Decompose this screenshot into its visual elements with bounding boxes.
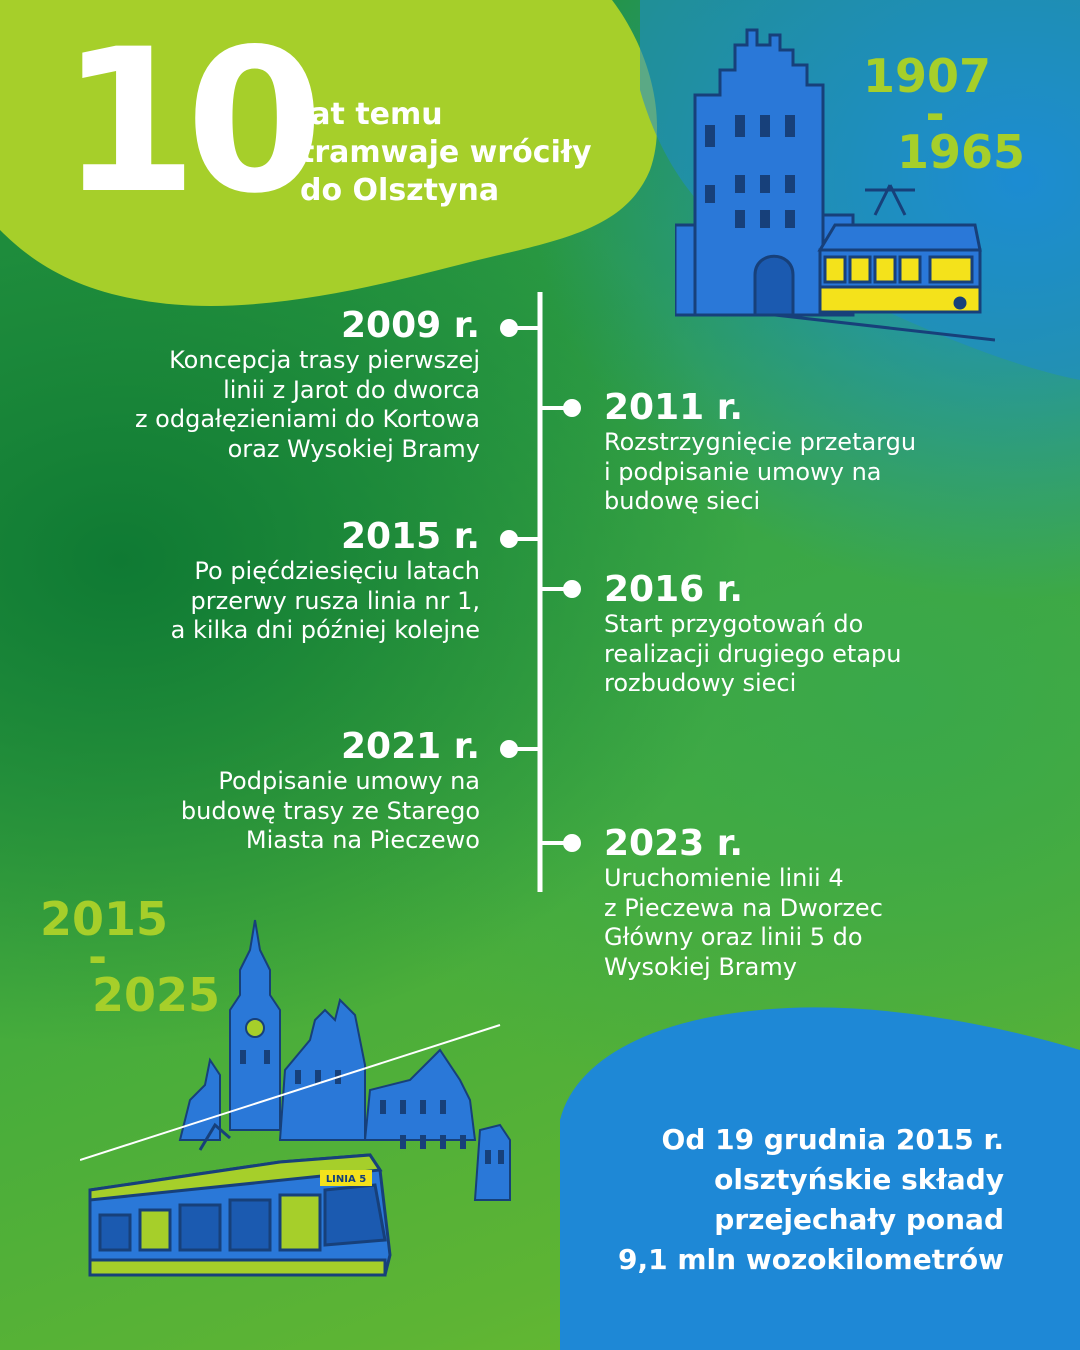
dot-2021 (500, 740, 518, 758)
timeline-entry-2016 (604, 570, 1044, 699)
desc-line: z Pieczewa na Dworzec (604, 893, 883, 922)
timeline-description (40, 346, 480, 464)
footer-line: olsztyńskie składy (714, 1163, 1004, 1196)
desc-line: linii z Jarot do dworca (223, 375, 480, 404)
era-old-end: 1965 (896, 125, 1025, 179)
timeline-entry-2021 (40, 727, 480, 856)
headline-line: tramwaje wróciły (300, 135, 592, 170)
timeline-description (604, 864, 1044, 982)
desc-line: rozbudowy sieci (604, 669, 797, 697)
modern-tram-icon (90, 1125, 390, 1275)
desc-line: budowę sieci (604, 487, 761, 515)
timeline-description (40, 767, 480, 856)
desc-line: Podpisanie umowy na (218, 767, 480, 795)
timeline-entry-2011 (604, 388, 1044, 517)
timeline-year: 2023 r. (604, 823, 744, 864)
era-new-start: 2015 (40, 892, 169, 946)
timeline-year: 2015 r. (340, 516, 480, 557)
timeline-description (604, 610, 1044, 699)
timeline-entry-2023 (604, 824, 1044, 982)
desc-line: Start przygotowań do (604, 610, 864, 638)
desc-line: budowę trasy ze Starego (180, 796, 480, 825)
big-number-ten: 10 (60, 6, 312, 237)
timeline-entry-2015 (40, 517, 480, 646)
timeline-description (40, 557, 480, 646)
dot-2011 (563, 399, 581, 417)
desc-line: Rozstrzygnięcie przetargu (604, 428, 917, 456)
timeline-year: 2009 r. (340, 305, 480, 346)
desc-line: oraz Wysokiej Bramy (227, 434, 480, 463)
tram-destination-sign: LINIA 5 (325, 1174, 367, 1185)
era-old-start: 1907 (863, 49, 992, 103)
town-hall-and-modern-tram-illustration (80, 900, 520, 1300)
dot-2023 (563, 834, 581, 852)
era-new-dash: - (88, 930, 108, 984)
desc-line: Koncepcja trasy pierwszej (169, 346, 480, 374)
desc-line: Uruchomienie linii 4 (604, 864, 844, 892)
desc-line: przerwy rusza linia nr 1, (190, 586, 480, 615)
desc-line: Miasta na Pieczewo (245, 826, 480, 854)
footer-line: przejechały ponad (714, 1203, 1004, 1236)
timeline-year: 2011 r. (604, 387, 744, 428)
desc-line: i podpisanie umowy na (604, 457, 882, 486)
dot-2016 (563, 580, 581, 598)
timeline-year: 2016 r. (604, 569, 744, 610)
era-old-dash: - (925, 87, 945, 141)
desc-line: realizacji drugiego etapu (604, 639, 902, 668)
desc-line: Wysokiej Bramy (604, 952, 797, 981)
footer-line: 9,1 mln wozokilometrów (618, 1243, 1004, 1276)
dot-2009 (500, 319, 518, 337)
headline-line: do Olsztyna (300, 173, 500, 208)
footer-stat (524, 1120, 1004, 1280)
desc-line: a kilka dni później kolejne (170, 616, 480, 644)
timeline-year: 2021 r. (340, 726, 480, 767)
timeline-description (604, 428, 1044, 517)
desc-line: Główny oraz linii 5 do (604, 923, 863, 951)
era-new-end: 2025 (91, 968, 220, 1022)
headline-line: lat temu (300, 97, 443, 132)
desc-line: z odgałęzieniami do Kortowa (134, 405, 480, 433)
timeline-entry-2009 (40, 306, 480, 464)
footer-line: Od 19 grudnia 2015 r. (661, 1123, 1004, 1156)
dot-2015 (500, 530, 518, 548)
desc-line: Po pięćdziesięciu latach (194, 557, 480, 585)
